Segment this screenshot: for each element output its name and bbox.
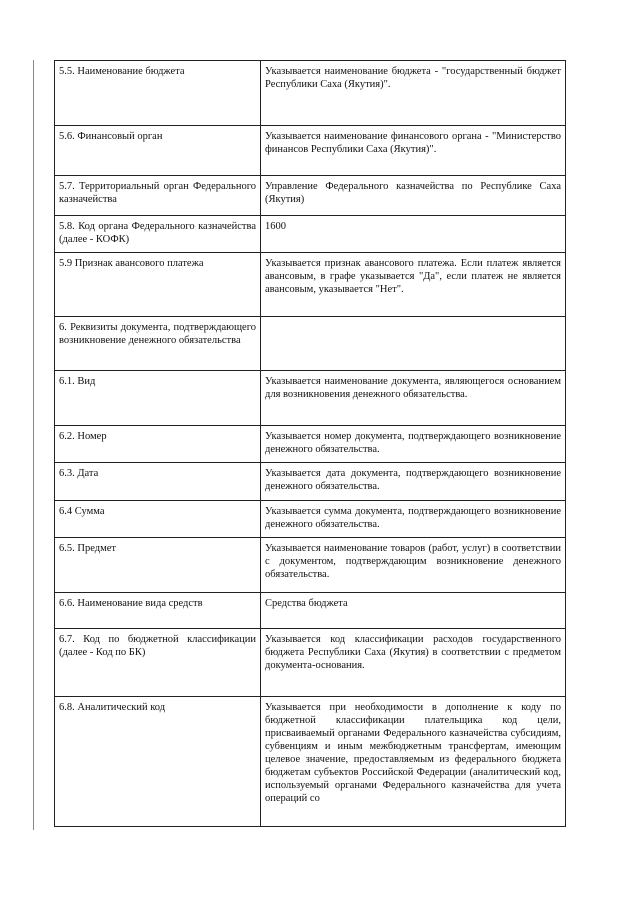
table-row <box>55 426 566 463</box>
row-value: Указывается наименование бюджета - "государственный бюджет Республики Саха (Якутия)". <box>261 61 566 126</box>
row-value: Средства бюджета <box>261 593 566 629</box>
table-row <box>55 371 566 426</box>
table-row <box>55 629 566 697</box>
row-label: 6.3. Дата <box>55 463 261 501</box>
table-row <box>55 697 566 827</box>
table-row <box>55 216 566 253</box>
row-value: Указывается код классификации расходов государственного бюджета Республики Саха (Якутия) в соответствии с предметом документа-основания. <box>261 629 566 697</box>
row-value: Указывается наименование финансового органа - "Министерство финансов Республики Саха (Якутия)". <box>261 126 566 176</box>
table-row <box>55 538 566 593</box>
row-value: Указывается сумма документа, подтверждающего возникновение денежного обязательства. <box>261 501 566 538</box>
row-label: 6.6. Наименование вида средств <box>55 593 261 629</box>
row-value: 1600 <box>261 216 566 253</box>
table-row <box>55 317 566 371</box>
row-label: 6.2. Номер <box>55 426 261 463</box>
table-row <box>55 463 566 501</box>
row-label: 6.1. Вид <box>55 371 261 426</box>
row-label: 6. Реквизиты документа, подтверждающего возникновение денежного обязательства <box>55 317 261 371</box>
row-label: 5.8. Код органа Федерального казначейства (далее - КОФК) <box>55 216 261 253</box>
row-value: Управление Федерального казначейства по Республике Саха (Якутия) <box>261 176 566 216</box>
row-value: Указывается номер документа, подтверждающего возникновение денежного обязательства. <box>261 426 566 463</box>
row-label: 6.5. Предмет <box>55 538 261 593</box>
row-value: Указывается при необходимости в дополнение к коду по бюджетной классификации плательщика код цели, присваиваемый органами Федерального казначейства субсидиям, субвенциям и иным межбюджетным трансфертам, имеющим целевое значение, предоставляемым из федерального бюджета бюджетам субъектов Российской Федерации (аналитический код, используемый органами Федерального казначейства для учета операций со <box>261 697 566 827</box>
scan-margin-line <box>33 60 34 830</box>
row-value: Указывается признак авансового платежа. Если платеж является авансовым, в графе указывается "Да", если платеж не является авансовым, указывается "Нет". <box>261 253 566 317</box>
row-label: 5.7. Территориальный орган Федерального казначейства <box>55 176 261 216</box>
row-value: Указывается дата документа, подтверждающего возникновение денежного обязательства. <box>261 463 566 501</box>
table-row <box>55 126 566 176</box>
row-label: 6.4 Сумма <box>55 501 261 538</box>
row-value: Указывается наименование документа, являющегося основанием для возникновения денежного обязательства. <box>261 371 566 426</box>
row-value <box>261 317 566 371</box>
row-value: Указывается наименование товаров (работ, услуг) в соответствии с документом, подтверждающим возникновение денежного обязательства. <box>261 538 566 593</box>
row-label: 5.6. Финансовый орган <box>55 126 261 176</box>
requisites-table <box>54 60 566 827</box>
row-label: 5.9 Признак авансового платежа <box>55 253 261 317</box>
table-row <box>55 61 566 126</box>
table-row <box>55 176 566 216</box>
table-row <box>55 501 566 538</box>
row-label: 6.7. Код по бюджетной классификации (далее - Код по БК) <box>55 629 261 697</box>
row-label: 5.5. Наименование бюджета <box>55 61 261 126</box>
row-label: 6.8. Аналитический код <box>55 697 261 827</box>
table-row <box>55 253 566 317</box>
table-row <box>55 593 566 629</box>
